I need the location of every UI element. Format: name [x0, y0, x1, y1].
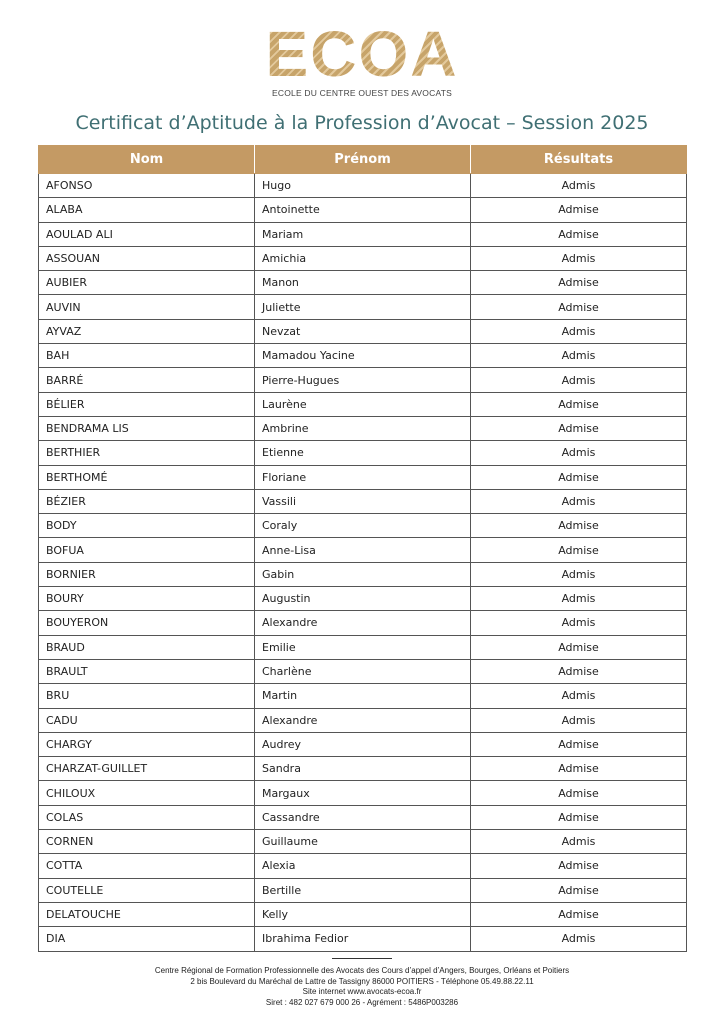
- cell-resultat: Admis: [471, 174, 687, 198]
- cell-prenom: Alexia: [255, 854, 471, 878]
- logo-wordmark: ECOA: [265, 18, 459, 90]
- cell-resultat: Admise: [471, 465, 687, 489]
- cell-resultat: Admise: [471, 295, 687, 319]
- cell-prenom: Kelly: [255, 902, 471, 926]
- table-row: [39, 659, 687, 683]
- cell-prenom: Mariam: [255, 222, 471, 246]
- table-row: [39, 514, 687, 538]
- table-row: [39, 684, 687, 708]
- cell-resultat: Admise: [471, 854, 687, 878]
- cell-resultat: Admis: [471, 830, 687, 854]
- table-row: [39, 441, 687, 465]
- cell-nom: CHARZAT-GUILLET: [39, 757, 255, 781]
- cell-nom: BAH: [39, 344, 255, 368]
- cell-nom: BORNIER: [39, 562, 255, 586]
- cell-nom: DELATOUCHE: [39, 902, 255, 926]
- table-row: [39, 198, 687, 222]
- cell-prenom: Antoinette: [255, 198, 471, 222]
- cell-prenom: Manon: [255, 271, 471, 295]
- cell-nom: BOURY: [39, 587, 255, 611]
- table-row: [39, 611, 687, 635]
- cell-resultat: Admise: [471, 732, 687, 756]
- cell-prenom: Cassandre: [255, 805, 471, 829]
- cell-nom: AFONSO: [39, 174, 255, 198]
- cell-prenom: Augustin: [255, 587, 471, 611]
- cell-nom: BOUYERON: [39, 611, 255, 635]
- footer-line-address: 2 bis Boulevard du Maréchal de Lattre de Tassigny 86000 POITIERS - Téléphone 05.49.88.22.11: [190, 976, 534, 986]
- cell-nom: COTTA: [39, 854, 255, 878]
- cell-resultat: Admis: [471, 708, 687, 732]
- table-row: [39, 246, 687, 270]
- footer-separator: [332, 958, 392, 959]
- cell-prenom: Alexandre: [255, 611, 471, 635]
- table-row: [39, 757, 687, 781]
- cell-nom: BENDRAMA LIS: [39, 416, 255, 440]
- cell-nom: CHILOUX: [39, 781, 255, 805]
- table-row: [39, 392, 687, 416]
- cell-nom: AUBIER: [39, 271, 255, 295]
- table-header-row: [39, 146, 687, 174]
- cell-prenom: Guillaume: [255, 830, 471, 854]
- cell-resultat: Admise: [471, 538, 687, 562]
- cell-resultat: Admise: [471, 198, 687, 222]
- footer: [0, 966, 724, 1008]
- cell-resultat: Admis: [471, 441, 687, 465]
- logo-subtitle: ECOLE DU CENTRE OUEST DES AVOCATS: [272, 88, 452, 98]
- cell-nom: AUVIN: [39, 295, 255, 319]
- table-row: [39, 465, 687, 489]
- table-row: [39, 854, 687, 878]
- table-row: [39, 319, 687, 343]
- table-row: [39, 271, 687, 295]
- cell-resultat: Admise: [471, 659, 687, 683]
- cell-prenom: Ambrine: [255, 416, 471, 440]
- cell-prenom: Alexandre: [255, 708, 471, 732]
- cell-nom: BRAULT: [39, 659, 255, 683]
- cell-prenom: Gabin: [255, 562, 471, 586]
- cell-resultat: Admis: [471, 344, 687, 368]
- cell-prenom: Pierre-Hugues: [255, 368, 471, 392]
- table-row: [39, 344, 687, 368]
- cell-prenom: Martin: [255, 684, 471, 708]
- footer-line-siret: Siret : 482 027 679 000 26 - Agrément : 5486P003286: [265, 997, 459, 1007]
- cell-nom: BRU: [39, 684, 255, 708]
- table-row: [39, 538, 687, 562]
- cell-prenom: Nevzat: [255, 319, 471, 343]
- header-prenom: Prénom: [255, 146, 471, 174]
- cell-nom: COLAS: [39, 805, 255, 829]
- cell-nom: ASSOUAN: [39, 246, 255, 270]
- cell-nom: BÉLIER: [39, 392, 255, 416]
- cell-prenom: Floriane: [255, 465, 471, 489]
- cell-nom: AYVAZ: [39, 319, 255, 343]
- cell-nom: BERTHOMÉ: [39, 465, 255, 489]
- cell-resultat: Admis: [471, 684, 687, 708]
- table-row: [39, 830, 687, 854]
- cell-nom: COUTELLE: [39, 878, 255, 902]
- cell-nom: CADU: [39, 708, 255, 732]
- header-nom: Nom: [39, 146, 255, 174]
- cell-nom: BERTHIER: [39, 441, 255, 465]
- cell-resultat: Admise: [471, 392, 687, 416]
- table-row: [39, 587, 687, 611]
- cell-resultat: Admis: [471, 368, 687, 392]
- cell-nom: CHARGY: [39, 732, 255, 756]
- table-row: [39, 878, 687, 902]
- cell-prenom: Ibrahima Fedior: [255, 927, 471, 951]
- cell-resultat: Admis: [471, 587, 687, 611]
- results-table: [38, 145, 687, 952]
- cell-resultat: Admise: [471, 781, 687, 805]
- cell-nom: CORNEN: [39, 830, 255, 854]
- footer-line-organization: Centre Régional de Formation Professionnelle des Avocats des Cours d’appel d’Angers, Bourges, Orléans et Poitiers: [154, 966, 570, 975]
- cell-prenom: Juliette: [255, 295, 471, 319]
- cell-nom: BOFUA: [39, 538, 255, 562]
- table-row: [39, 805, 687, 829]
- cell-prenom: Laurène: [255, 392, 471, 416]
- table-row: [39, 222, 687, 246]
- cell-prenom: Sandra: [255, 757, 471, 781]
- cell-prenom: Mamadou Yacine: [255, 344, 471, 368]
- cell-resultat: Admise: [471, 222, 687, 246]
- table-row: [39, 489, 687, 513]
- footer-line-website: Site internet www.avocats-ecoa.fr: [302, 987, 422, 996]
- cell-resultat: Admis: [471, 927, 687, 951]
- ecoa-logo: [0, 18, 724, 98]
- table-row: [39, 416, 687, 440]
- table-row: [39, 708, 687, 732]
- document-title: Certificat d’Aptitude à la Profession d’Avocat – Session 2025: [75, 112, 649, 134]
- table-row: [39, 781, 687, 805]
- cell-nom: BODY: [39, 514, 255, 538]
- table-row: [39, 295, 687, 319]
- cell-resultat: Admise: [471, 635, 687, 659]
- cell-prenom: Amichia: [255, 246, 471, 270]
- cell-prenom: Charlène: [255, 659, 471, 683]
- cell-prenom: Audrey: [255, 732, 471, 756]
- cell-resultat: Admise: [471, 878, 687, 902]
- cell-resultat: Admis: [471, 611, 687, 635]
- table-row: [39, 902, 687, 926]
- cell-prenom: Hugo: [255, 174, 471, 198]
- table-row: [39, 368, 687, 392]
- cell-resultat: Admis: [471, 246, 687, 270]
- cell-resultat: Admise: [471, 271, 687, 295]
- cell-nom: BARRÉ: [39, 368, 255, 392]
- cell-resultat: Admise: [471, 902, 687, 926]
- header-resultats: Résultats: [471, 146, 687, 174]
- cell-nom: ALABA: [39, 198, 255, 222]
- cell-prenom: Margaux: [255, 781, 471, 805]
- cell-prenom: Vassili: [255, 489, 471, 513]
- cell-resultat: Admis: [471, 319, 687, 343]
- cell-nom: BRAUD: [39, 635, 255, 659]
- cell-prenom: Anne-Lisa: [255, 538, 471, 562]
- cell-resultat: Admise: [471, 416, 687, 440]
- cell-nom: AOULAD ALI: [39, 222, 255, 246]
- table-row: [39, 562, 687, 586]
- cell-prenom: Emilie: [255, 635, 471, 659]
- cell-resultat: Admise: [471, 757, 687, 781]
- cell-prenom: Bertille: [255, 878, 471, 902]
- cell-prenom: Coraly: [255, 514, 471, 538]
- table-row: [39, 635, 687, 659]
- cell-resultat: Admis: [471, 562, 687, 586]
- cell-nom: BÉZIER: [39, 489, 255, 513]
- cell-prenom: Etienne: [255, 441, 471, 465]
- table-row: [39, 174, 687, 198]
- cell-resultat: Admise: [471, 805, 687, 829]
- cell-nom: DIA: [39, 927, 255, 951]
- table-row: [39, 732, 687, 756]
- cell-resultat: Admise: [471, 514, 687, 538]
- table-row: [39, 927, 687, 951]
- cell-resultat: Admis: [471, 489, 687, 513]
